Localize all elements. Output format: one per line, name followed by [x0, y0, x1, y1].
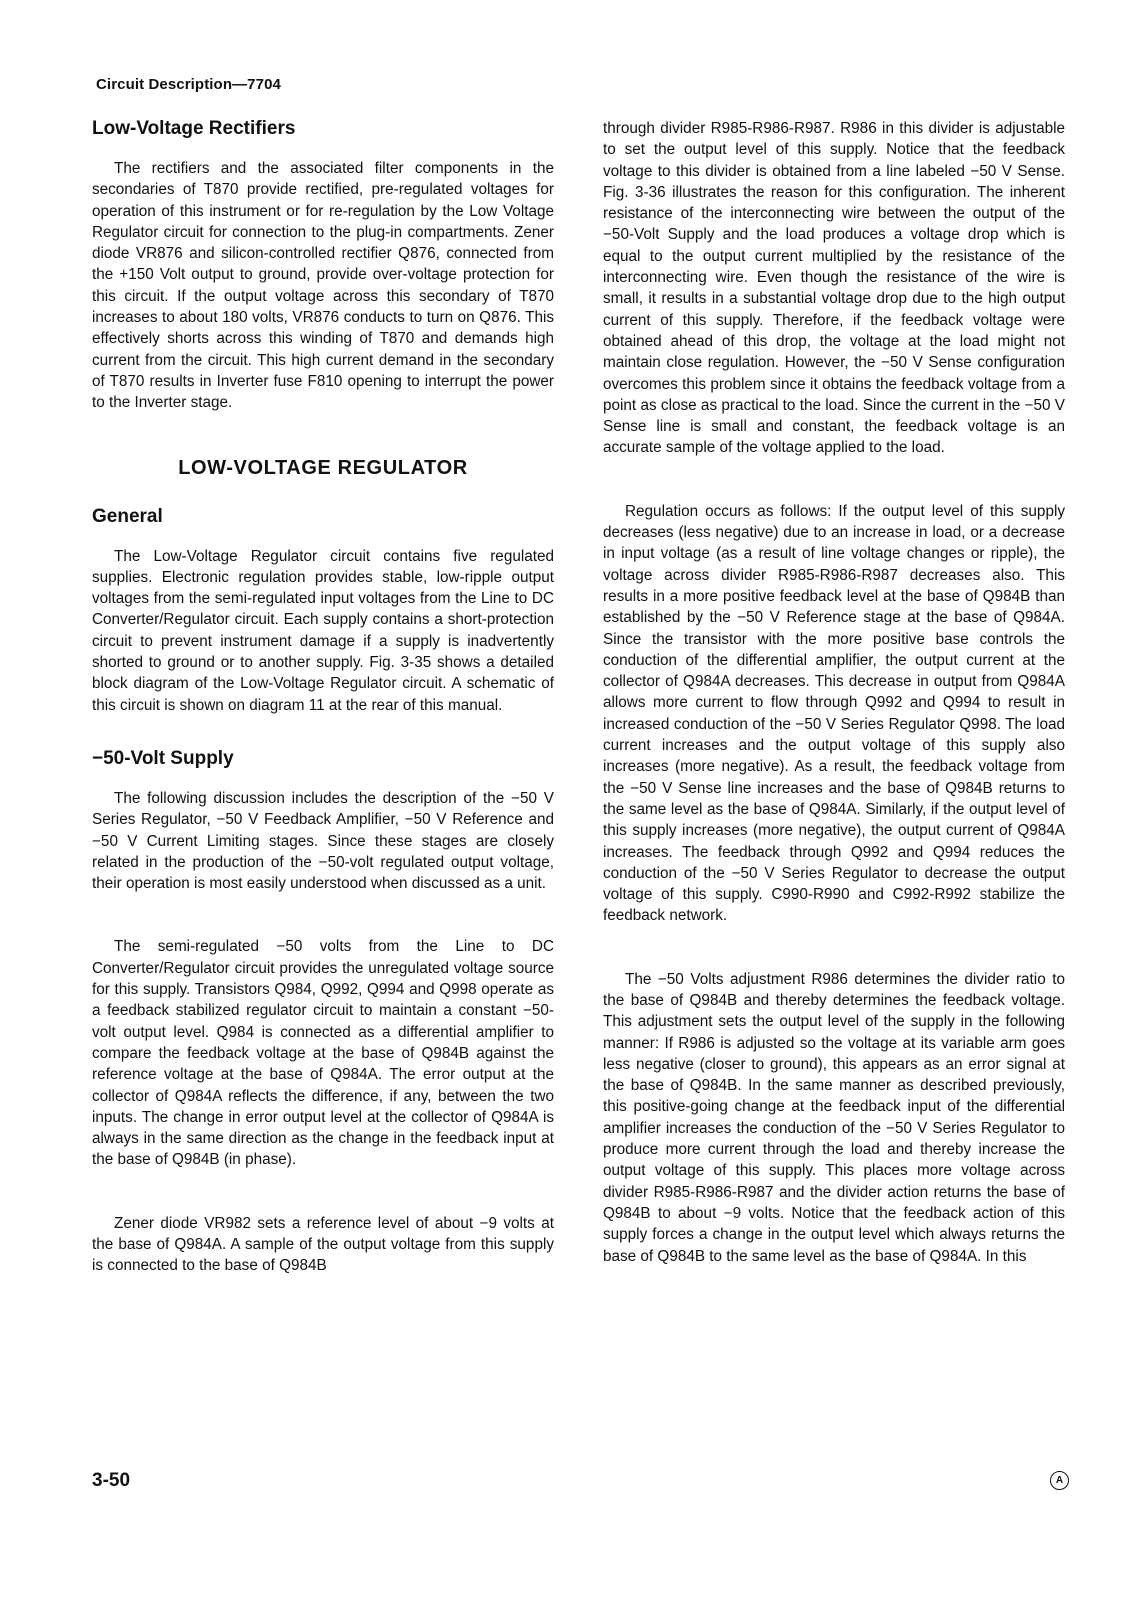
paragraph-sense-line: through divider R985-R986-R987. R986 in this divider is adjustable to set the output level of this supply. Notice that the feedback voltage to this divider is obtained from a line labeled −50 V Sense. Fig. 3-36 illustrates the reason for this configuration. The inherent resistance of the interconnecting wire between the output of the −50-Volt Supply and the load produces a voltage drop which is equal to the output current multiplied by the resistance of the interconnecting wire. Even though the resistance of the wire is small, it results in a substantial voltage drop due to the high output current of this supply. Therefore, if the feedback voltage were obtained ahead of this drop, the voltage at the load might not maintain close regulation. However, the −50 V Sense configuration overcomes this problem since it obtains the feedback voltage from a point as close as practical to the load. Since the current in the −50 V Sense line is small and constant, the feedback voltage is an accurate sample of the voltage applied to the load. [603, 120, 1065, 457]
heading-general: General [92, 505, 163, 527]
left-column [92, 118, 554, 1277]
paragraph-supply-3: Zener diode VR982 sets a reference level of about −9 volts at the base of Q984A. A sample of the output voltage from this supply is connected to the base of Q984B [92, 1214, 554, 1275]
paragraph-supply-2: The semi-regulated −50 volts from the Line to DC Converter/Regulator circuit provides the unregulated voltage source for this supply. Transistors Q984, Q992, Q994 and Q998 operate as a feedback stabilized regulator circuit to maintain a constant −50-volt output level. Q984 is connected as a differential amplifier to compare the feedback voltage at the base of Q984B against the reference voltage at the base of Q984A. The error output at the collector of Q984A reflects the difference, if any, between the two inputs. The change in error output level at the collector of Q984A is always in the same direction as the change in the feedback input at the base of Q984B (in phase). [92, 938, 554, 1169]
heading-minus-50-volt-supply: −50-Volt Supply [92, 747, 234, 769]
revision-mark: A [1050, 1471, 1069, 1490]
paragraph-supply-1: The following discussion includes the description of the −50 V Series Regulator, −50 V Feedback Amplifier, −50 V Reference and −50 V Current Limiting stages. Since these stages are closely related in the production of the −50-volt regulated output voltage, their operation is most easily understood when discussed as a unit. [92, 789, 554, 893]
heading-low-voltage-rectifiers: Low-Voltage Rectifiers [92, 118, 296, 139]
paragraph-adjustment: The −50 Volts adjustment R986 determines the divider ratio to the base of Q984B and thereby determines the feedback voltage. This adjustment sets the output level of the supply in the following manner: If R986 is adjusted so the voltage at its variable arm goes less negative (closer to ground), this appears as an error signal at the base of Q984B. In the same manner as described previously, this positive-going change at the feedback input of the differential amplifier increases the conduction of the −50 V Series Regulator to produce more current through the load and thereby increase the output voltage of this supply. This places more voltage across divider R985-R986-R987 and the divider action returns the base of Q984B to about −9 volts. Notice that the feedback action of this supply forces a change in the output level which always returns the base of Q984B to the same level as the base of Q984A. In this [603, 970, 1065, 1265]
right-column [603, 118, 1065, 1267]
running-head: Circuit Description—7704 [96, 76, 281, 93]
page-number: 3-50 [92, 1470, 131, 1491]
paragraph-general: The Low-Voltage Regulator circuit contains five regulated supplies. Electronic regulation provides stable, low-ripple output voltages from the semi-regulated input voltages from the Line to DC Converter/Regulator circuit. Each supply contains a short-protection circuit to prevent instrument damage if a supply is inadvertently shorted to ground or to another supply. Fig. 3-35 shows a detailed block diagram of the Low-Voltage Regulator circuit. A schematic of this circuit is shown on diagram 11 at the rear of this manual. [92, 547, 554, 714]
heading-low-voltage-regulator: LOW-VOLTAGE REGULATOR [178, 456, 468, 479]
paragraph-regulation: Regulation occurs as follows: If the output level of this supply decreases (less negative) due to an increase in load, or a decrease in input voltage (as a result of line voltage changes or ripple), the voltage across divider R985-R986-R987 decreases also. This results in a more positive feedback level at the base of Q984B than established by the −50 V Reference stage at the base of Q984A. Since the transistor with the more positive base controls the conduction of the differential amplifier, the output current at the collector of Q984A decreases. This decrease in output from Q984A allows more current to flow through Q992 and Q994 to result in increased conduction of the −50 V Series Regulator Q998. The load current increases and the output voltage of this supply also increases (more negative). As a result, the feedback voltage from the −50 V Sense line increases and the base of Q984B returns to the same level as the base of Q984A. Similarly, if the output level of this supply increases (more negative), the output current of Q984A increases. The feedback through Q992 and Q994 reduces the conduction of the −50 V Series Regulator to decrease the output voltage of this supply. C990-R990 and C992-R992 stabilize the feedback network. [603, 502, 1065, 925]
paragraph-rectifiers: The rectifiers and the associated filter components in the secondaries of T870 provide rectified, pre-regulated voltages for operation of this instrument or for re-regulation by the Low Voltage Regulator circuit for connection to the plug-in compartments. Zener diode VR876 and silicon-controlled rectifier Q876, connected from the +150 Volt output to ground, provide over-voltage protection for this circuit. If the output voltage across this secondary of T870 increases to about 180 volts, VR876 conducts to turn on Q876. This effectively shorts across this winding of T870 and demands high current from the circuit. This high current demand in the secondary of T870 results in Inverter fuse F810 opening to interrupt the power to the Inverter stage. [92, 160, 554, 412]
